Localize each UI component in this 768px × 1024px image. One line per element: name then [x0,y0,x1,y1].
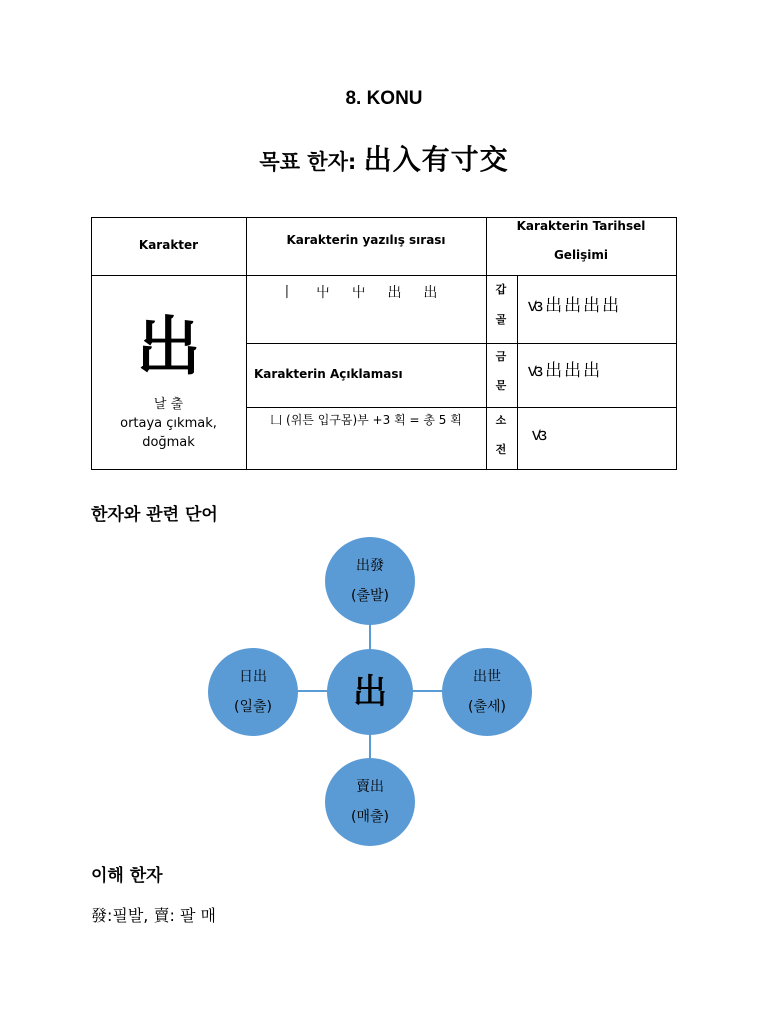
history-label-top: 금 [495,350,507,363]
word-circle-left [208,648,298,736]
oracle-bone-forms: ꟃ出出出出 [528,296,622,316]
header-history-line2: Gelişimi [553,248,609,262]
character-meaning-line2: doğmak [142,435,195,450]
connector-right [411,690,444,692]
main-character-glyph: 出 [136,311,201,385]
table-row-divider-1 [246,343,677,344]
word-hanja: 日出 [239,669,267,685]
bronze-script-forms: ꟃ出出出 [528,361,603,381]
header-history-line1: Karakterin Tarihsel [516,219,646,233]
stroke-step: 丨 [280,285,294,301]
word-circle-top [325,537,415,625]
table-row-divider-2 [246,407,677,408]
header-stroke-order: Karakterin yazılış sırası [286,233,446,247]
center-character-circle [327,649,413,735]
understanding-heading: 이해 한자 [91,866,163,886]
character-meaning-line1: ortaya çıkmak, [120,416,217,431]
page-title: 8. KONU [345,88,423,109]
explanation-label: Karakterin Açıklaması [254,367,403,381]
related-words-heading: 한자와 관련 단어 [91,505,218,525]
word-hangul: (일출) [234,699,272,715]
history-label-bottom: 문 [495,379,507,392]
word-circle-bottom [325,758,415,846]
word-hanja: 出世 [473,669,501,685]
word-hanja: 賣出 [356,779,384,795]
word-hangul: (출발) [351,588,389,604]
understanding-text: 發:필발, 賣: 팔 매 [91,906,216,925]
table-border-top [91,217,677,218]
history-label-top: 갑 [495,283,507,296]
stroke-step: 屮 [351,285,366,301]
connector-left [297,690,329,692]
explanation-text: 凵 (위튼 입구몸)부 +3 획 = 총 5 획 [270,413,462,427]
target-characters: 出入有寸交 [363,143,509,176]
table-border-right [676,217,677,470]
stroke-step: 出 [423,285,438,301]
center-character: 出 [353,672,387,712]
table-header-divider [91,275,677,276]
table-col-divider-3 [517,275,518,470]
stroke-step: 出 [387,285,402,301]
stroke-step: 屮 [315,285,330,301]
table-col-divider-1 [246,217,247,470]
header-character: Karakter [138,238,199,252]
target-label: 목표 한자: [259,150,357,174]
seal-script-forms: ꟃ [532,425,550,445]
word-circle-right [442,648,532,736]
history-label-bottom: 전 [495,443,507,456]
target-hanja-line [0,138,768,178]
history-label-bottom: 골 [495,313,507,326]
stroke-order-steps [280,282,455,302]
word-hangul: (출세) [468,699,506,715]
table-border-bottom [91,469,677,470]
history-label-top: 소 [495,414,507,427]
character-reading: 날 출 [153,397,184,412]
word-hanja: 出發 [356,558,384,574]
word-hangul: (매출) [351,809,389,825]
